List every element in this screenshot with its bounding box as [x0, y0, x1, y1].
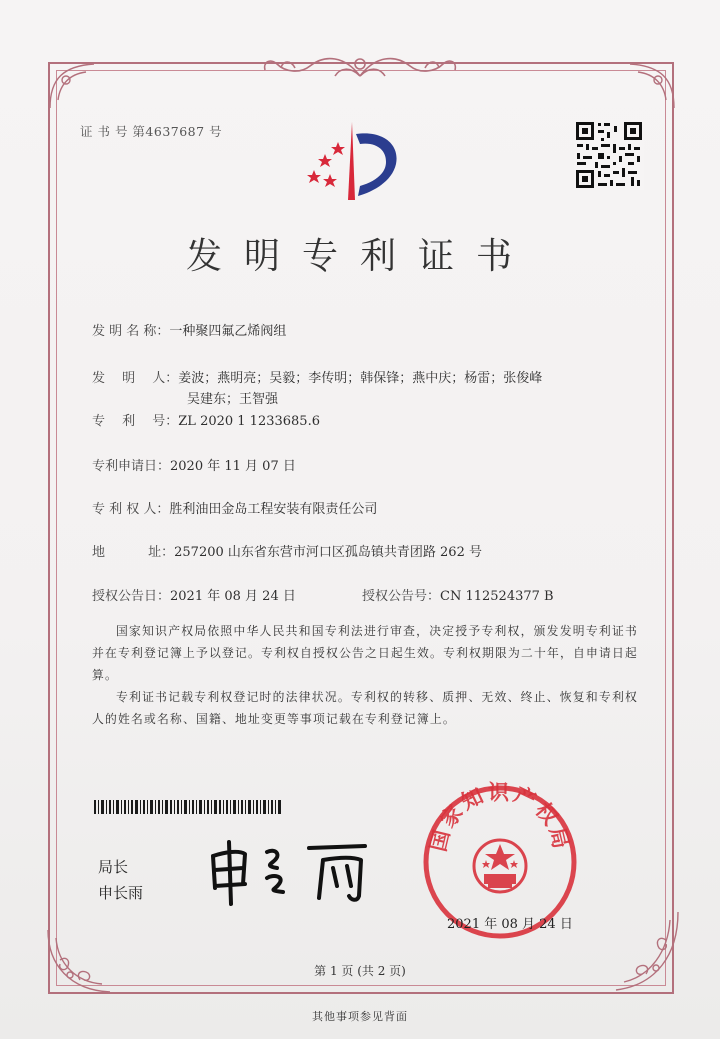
- corner-ornament-icon: [606, 900, 686, 1000]
- corner-ornament-icon: [44, 58, 104, 118]
- back-note: 其他事项参见背面: [312, 1010, 408, 1023]
- grant-date-row: [92, 585, 296, 604]
- inventors-row: [92, 367, 542, 386]
- filing-date-value: 2020 年 11 月 07 日: [170, 459, 296, 474]
- patentee-label: 专 利 权 人：: [92, 502, 170, 517]
- legal-status-paragraph: 专利证书记载专利权登记时的法律状况。专利权的转移、质押、无效、终止、恢复和专利权人的姓名或名称、国籍、地址变更等事项记载在专利登记簿上。: [92, 690, 638, 726]
- filing-date-row: [92, 455, 296, 474]
- address-value: 257200 山东省东营市河口区孤岛镇共青团路 262 号: [174, 545, 482, 560]
- grant-date-value: 2021 年 08 月 24 日: [170, 589, 296, 604]
- top-ornament-icon: [255, 46, 465, 86]
- filing-date-label: 专利申请日：: [92, 459, 171, 474]
- patentee-value: 胜利油田金岛工程安装有限责任公司: [169, 502, 378, 517]
- patent-number-row: [92, 410, 320, 429]
- director-title: 局长: [98, 858, 129, 876]
- inventors-value-line2: 吴建东；王智强: [187, 392, 279, 407]
- invention-name-label: 发 明 名 称：: [92, 324, 170, 339]
- patent-number-value: ZL 2020 1 1233685.6: [178, 414, 320, 429]
- grant-date-label: 授权公告日：: [92, 589, 171, 604]
- patentee-row: [92, 498, 377, 517]
- certificate-number: 证 书 号 第4637687 号: [80, 124, 223, 139]
- seal-date: 2021 年 08 月 24 日: [447, 917, 573, 932]
- grant-number-row: [362, 585, 554, 604]
- svg-text:国家知识产权局: 国家知识产权局: [426, 780, 574, 854]
- director-signature-icon: [205, 838, 375, 908]
- inventors-value-line1: 姜波；燕明亮；吴毅；李传明；韩保锋；燕中庆；杨雷；张俊峰: [178, 371, 543, 386]
- patent-number-label: 专 利 号：: [92, 414, 179, 429]
- corner-ornament-icon: [40, 920, 120, 1000]
- page-number: 第 1 页 (共 2 页): [314, 964, 406, 978]
- barcode-icon: [94, 800, 284, 814]
- patent-office-emblem-icon: [300, 112, 410, 207]
- certificate-title: 发明专利证书: [185, 236, 534, 277]
- grant-number-value: CN 112524377 B: [440, 589, 554, 604]
- address-row: [92, 541, 482, 560]
- corner-ornament-icon: [620, 58, 680, 118]
- grant-paragraph: 国家知识产权局依照中华人民共和国专利法进行审查，决定授予专利权，颁发发明专利证书并在专利登记簿上予以登记。专利权自授权公告之日起生效。专利权期限为二十年，自申请日起算。: [92, 624, 638, 682]
- director-name: 申长雨: [98, 884, 144, 902]
- invention-name-row: [92, 320, 286, 339]
- invention-name-value: 一种聚四氟乙烯阀组: [169, 324, 287, 339]
- grant-number-label: 授权公告号：: [362, 589, 441, 604]
- inventors-label: 发 明 人：: [92, 371, 179, 386]
- qr-code-icon: [574, 120, 644, 190]
- address-label: 地 址：: [92, 545, 175, 560]
